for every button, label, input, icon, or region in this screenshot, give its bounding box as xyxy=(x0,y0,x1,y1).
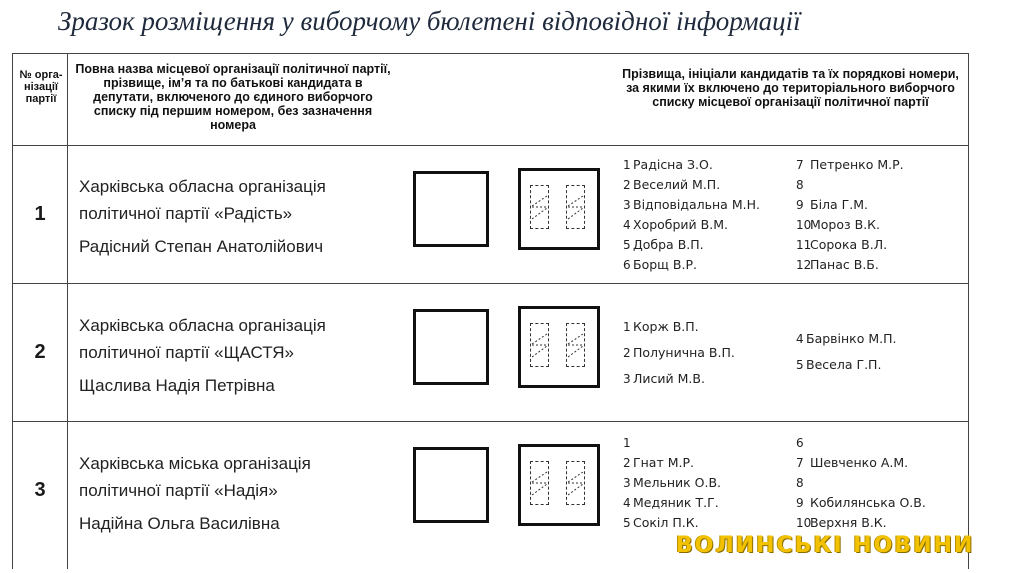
digit-guide-stroke xyxy=(568,196,583,206)
digit-guide-stroke xyxy=(568,484,583,495)
party-number: 1 xyxy=(34,203,46,225)
digit-guide-icon xyxy=(531,324,548,366)
digit-cell[interactable] xyxy=(566,323,585,367)
candidate-item: 5 Весела Г.П. xyxy=(796,357,882,372)
party-name-line: політичної партії «Радість» xyxy=(79,204,293,223)
party-leader: Щаслива Надія Петрівна xyxy=(79,376,275,395)
digit-guide-stroke xyxy=(568,346,583,357)
digit-cell[interactable] xyxy=(530,323,549,367)
digit-guide-stroke xyxy=(532,196,547,206)
candidate-number-box[interactable] xyxy=(518,306,600,388)
digit-guide-stroke xyxy=(532,208,547,219)
digit-guide-icon xyxy=(567,324,584,366)
candidate-item: 2 Гнат М.Р. xyxy=(623,455,694,470)
digit-guide-icon xyxy=(531,462,548,504)
candidate-list-col2 xyxy=(796,326,897,378)
party-leader: Радісний Степан Анатолійович xyxy=(79,237,324,256)
header-candidates: Прізвища, ініціали кандидатів та їх порядкові номери, за якими їх включено до територіального виборчого списку місцевої організації політичної партії xyxy=(622,67,959,109)
candidate-list-col1 xyxy=(623,314,735,392)
digit-cell[interactable] xyxy=(566,185,585,229)
party-name-line: політичної партії «Надія» xyxy=(79,481,278,500)
candidate-number-box[interactable] xyxy=(518,168,600,250)
table-border-top xyxy=(13,53,968,54)
digit-cell[interactable] xyxy=(566,461,585,505)
digit-cell[interactable] xyxy=(530,185,549,229)
candidate-item: 3 Лисий М.В. xyxy=(623,371,705,386)
candidate-item: 4 Хоробрий В.М. xyxy=(623,217,728,232)
digit-guide-stroke xyxy=(532,484,547,495)
candidate-item: 8 xyxy=(796,178,804,192)
column-divider xyxy=(67,53,68,569)
party-block xyxy=(79,173,409,260)
candidate-item: 9 Біла Г.М. xyxy=(796,197,869,212)
page-title: Зразок розміщення у виборчому бюлетені відповідної інформації xyxy=(58,6,801,36)
candidate-item: 8 xyxy=(796,476,804,490)
header-party-number: № орга- нізації партії xyxy=(19,69,63,105)
party-name-line: Харківська обласна організація xyxy=(79,177,326,196)
party-block xyxy=(79,312,409,399)
candidate-item: 2 Веселий М.П. xyxy=(623,177,721,192)
row-divider xyxy=(13,145,968,146)
candidate-item: 6 xyxy=(796,436,804,450)
candidate-item: 11Сорока В.Л. xyxy=(796,237,888,252)
candidate-list-col1 xyxy=(623,433,721,533)
candidate-item: 10Верхня В.К. xyxy=(796,515,887,530)
candidate-item: 5 Сокіл П.К. xyxy=(623,515,699,530)
digit-guide-icon xyxy=(567,462,584,504)
candidate-item: 7 Шевченко А.М. xyxy=(796,455,909,470)
candidate-item: 4 Барвінко М.П. xyxy=(796,331,897,346)
row-divider xyxy=(13,283,968,284)
candidate-list-col2 xyxy=(796,433,926,533)
party-number: 3 xyxy=(34,479,46,501)
watermark-logo: ВОЛИНСЬКІ НОВИНИ xyxy=(676,533,975,558)
candidate-item: 7 Петренко М.Р. xyxy=(796,157,904,172)
candidate-item: 10Мороз В.К. xyxy=(796,217,881,232)
digit-cell[interactable] xyxy=(530,461,549,505)
candidate-item: 1 xyxy=(623,436,631,450)
candidate-list-col1 xyxy=(623,155,760,275)
vote-checkbox[interactable] xyxy=(413,171,489,247)
candidate-item: 2 Полунична В.П. xyxy=(623,345,735,360)
vote-checkbox[interactable] xyxy=(413,309,489,385)
digit-guide-icon xyxy=(567,186,584,228)
row-divider xyxy=(13,421,968,422)
digit-guide-stroke xyxy=(532,472,547,482)
party-block xyxy=(79,450,409,537)
candidate-item: 1 Корж В.П. xyxy=(623,319,699,334)
party-leader: Надійна Ольга Василівна xyxy=(79,514,280,533)
digit-guide-icon xyxy=(531,186,548,228)
party-number: 2 xyxy=(34,341,46,363)
party-name-line: Харківська обласна організація xyxy=(79,316,326,335)
ballot-table xyxy=(12,53,969,569)
header-party-name: Повна назва місцевої організації політичної партії, прізвище, ім’я та по батькові кандидата в депутати, включеного до єдиного виборчого списку під першим номером, без зазначення номера xyxy=(75,62,391,132)
candidate-item: 5 Добра В.П. xyxy=(623,237,704,252)
party-name-line: політичної партії «ЩАСТЯ» xyxy=(79,343,294,362)
candidate-item: 3 Відповідальна М.Н. xyxy=(623,197,760,212)
candidate-number-box[interactable] xyxy=(518,444,600,526)
vote-checkbox[interactable] xyxy=(413,447,489,523)
candidate-item: 4 Медяник Т.Г. xyxy=(623,495,719,510)
candidate-item: 1 Радісна З.О. xyxy=(623,157,713,172)
digit-guide-stroke xyxy=(532,346,547,357)
candidate-item: 12Панас В.Б. xyxy=(796,257,879,272)
digit-guide-stroke xyxy=(568,334,583,344)
digit-guide-stroke xyxy=(568,472,583,482)
candidate-item: 9 Кобилянська О.В. xyxy=(796,495,926,510)
party-name-line: Харківська міська організація xyxy=(79,454,311,473)
candidate-list-col2 xyxy=(796,155,904,275)
candidate-item: 3 Мельник О.В. xyxy=(623,475,722,490)
digit-guide-stroke xyxy=(568,208,583,219)
candidate-item: 6 Борщ В.Р. xyxy=(623,257,697,272)
digit-guide-stroke xyxy=(532,334,547,344)
